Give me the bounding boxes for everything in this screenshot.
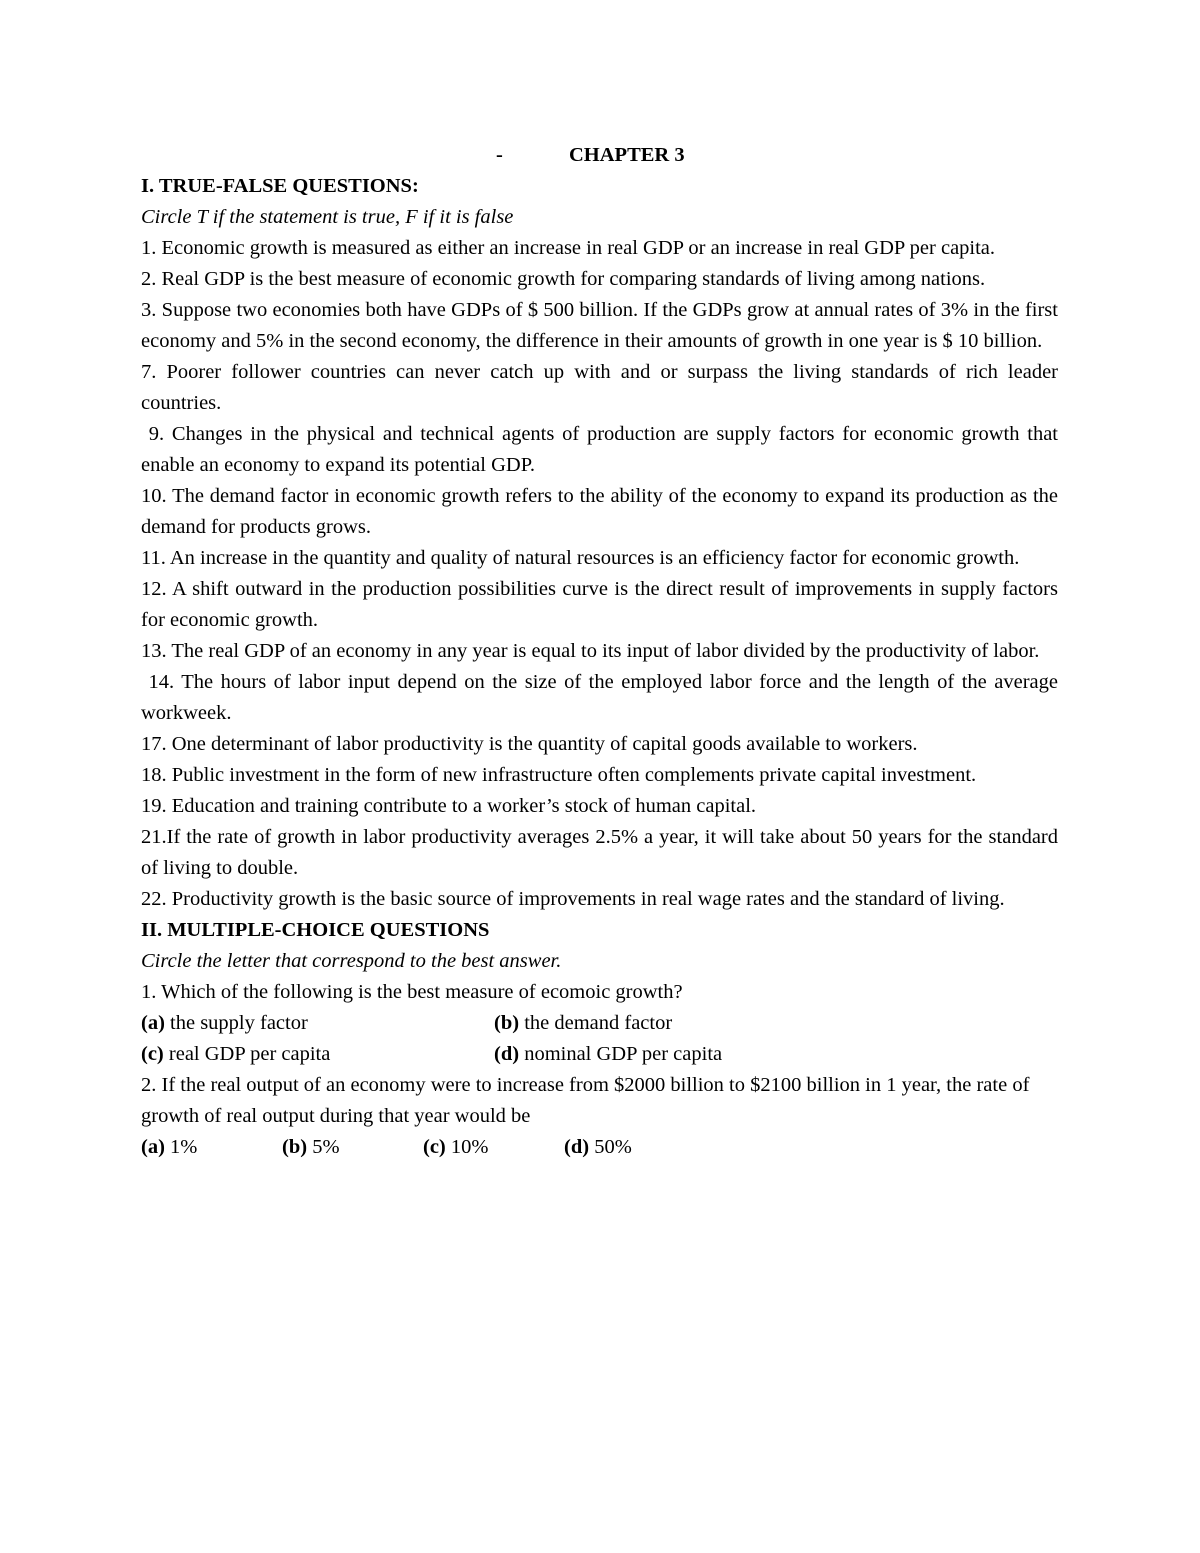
heading-dash: -	[496, 144, 503, 166]
tf-question-21: 21.If the rate of growth in labor productivity averages 2.5% a year, it will take about 50 years for the standard of living to double.	[141, 826, 1058, 879]
mc-question-1-options-row-1	[141, 1008, 1058, 1039]
option-letter: (a)	[141, 1136, 165, 1158]
tf-question-12: 12. A shift outward in the production possibilities curve is the direct result of improvements in supply factors for economic growth.	[141, 578, 1058, 631]
option-text: the demand factor	[519, 1012, 673, 1034]
multiple-choice-instruction: Circle the letter that correspond to the best answer.	[141, 950, 562, 972]
mc-question-1-options-row-2	[141, 1039, 1058, 1070]
tf-question-3: 3. Suppose two economies both have GDPs of $ 500 billion. If the GDPs grow at annual rates of 3% in the first economy and 5% in the second economy, the difference in their amounts of growth in one year is $ 10 billion.	[141, 299, 1058, 352]
tf-question-7: 7. Poorer follower countries can never catch up with and or surpass the living standards of rich leader countries.	[141, 361, 1058, 414]
option-text: 10%	[445, 1136, 489, 1158]
mc-question-2: 2. If the real output of an economy were to increase from $2000 billion to $2100 billion in 1 year, the rate of growth of real output during that year would be	[141, 1074, 1030, 1127]
document-page	[141, 140, 1064, 1163]
mc-question-2-option-b	[282, 1132, 423, 1163]
option-text: real GDP per capita	[163, 1043, 331, 1065]
mc-question-2-options	[141, 1132, 1058, 1163]
true-false-question-list	[141, 233, 1064, 915]
option-letter: (d)	[564, 1136, 590, 1158]
tf-question-13: 13. The real GDP of an economy in any year is equal to its input of labor divided by the productivity of labor.	[141, 640, 1040, 662]
section-heading-multiple-choice: II. MULTIPLE-CHOICE QUESTIONS	[141, 919, 490, 941]
tf-question-14: 14. The hours of labor input depend on the size of the employed labor force and the length of the average workweek.	[141, 671, 1064, 724]
mc-question-2-option-d	[564, 1132, 705, 1163]
mc-question-1: 1. Which of the following is the best measure of ecomoic growth?	[141, 981, 683, 1003]
tf-question-11: 11. An increase in the quantity and quality of natural resources is an efficiency factor for economic growth.	[141, 547, 1020, 569]
chapter-title: CHAPTER 3	[569, 144, 685, 166]
option-text: 1%	[164, 1136, 198, 1158]
option-letter: (a)	[141, 1012, 165, 1034]
tf-question-19: 19. Education and training contribute to a worker’s stock of human capital.	[141, 795, 757, 817]
mc-question-2-option-c	[423, 1132, 564, 1163]
mc-question-1-option-b	[494, 1008, 847, 1039]
tf-question-10: 10. The demand factor in economic growth refers to the ability of the economy to expand its production as the demand for products grows.	[141, 485, 1058, 538]
option-letter: (b)	[282, 1136, 308, 1158]
tf-question-22: 22. Productivity growth is the basic source of improvements in real wage rates and the standard of living.	[141, 888, 1005, 910]
tf-question-2: 2. Real GDP is the best measure of economic growth for comparing standards of living among nations.	[141, 268, 986, 290]
option-letter: (c)	[141, 1043, 164, 1065]
option-letter: (b)	[494, 1012, 520, 1034]
true-false-instruction: Circle T if the statement is true, F if it is false	[141, 206, 514, 228]
mc-question-1-option-c	[141, 1039, 494, 1070]
section-heading-true-false: I. TRUE-FALSE QUESTIONS:	[141, 175, 419, 197]
option-text: nominal GDP per capita	[519, 1043, 723, 1065]
mc-question-2-option-a	[141, 1132, 282, 1163]
mc-question-1-option-d	[494, 1039, 847, 1070]
option-text: 5%	[307, 1136, 340, 1158]
option-text: the supply factor	[164, 1012, 308, 1034]
option-text: 50%	[589, 1136, 632, 1158]
tf-question-1: 1. Economic growth is measured as either an increase in real GDP or an increase in real GDP per capita.	[141, 237, 996, 259]
mc-question-1-option-a	[141, 1008, 494, 1039]
option-letter: (c)	[423, 1136, 446, 1158]
tf-question-18: 18. Public investment in the form of new infrastructure often complements private capital investment.	[141, 764, 977, 786]
chapter-heading	[141, 140, 1058, 171]
option-letter: (d)	[494, 1043, 520, 1065]
tf-question-17: 17. One determinant of labor productivity is the quantity of capital goods available to workers.	[141, 733, 918, 755]
tf-question-9: 9. Changes in the physical and technical agents of production are supply factors for economic growth that enable an economy to expand its potential GDP.	[141, 423, 1064, 476]
